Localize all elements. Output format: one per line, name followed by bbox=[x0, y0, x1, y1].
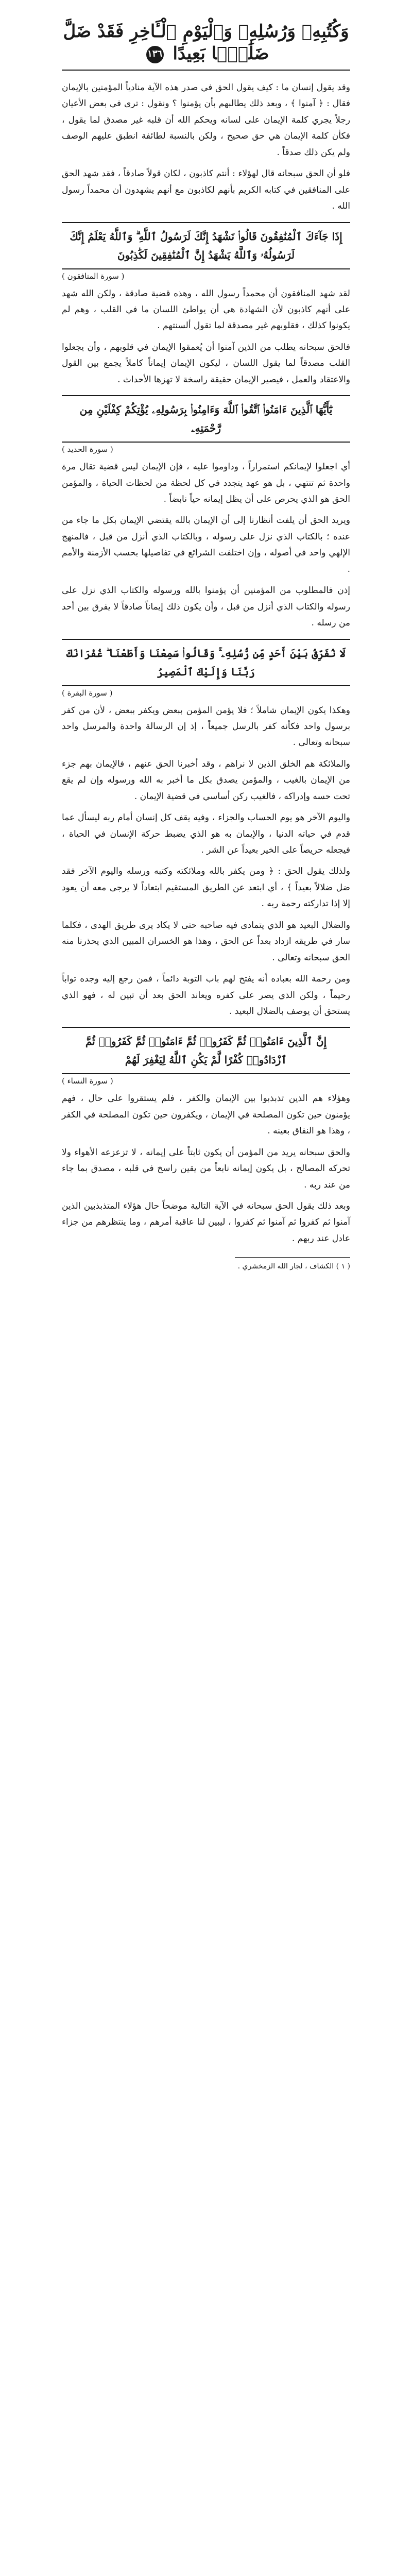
paragraph: فالحق سبحانه يطلب من الذين آمنوا أن يُعمقوا الإيمان في قلوبهم ، وأن يجعلوا القلب مصدقاً لما يقول اللسان ، ليكون الإيمان إيماناً كاملاً يجمع بين القول والاعتقاد والعمل ، فيصير الإيمان حقيقة راسخة لا تهزها الأحداث . bbox=[62, 342, 350, 385]
paragraph: ويريد الحق أن يلفت أنظارنا إلى أن الإيمان بالله يقتضي الإيمان بكل ما جاء من عنده ؛ بالكتاب الذي نزل على رسوله ، وبالكتاب الذي أنزل من قبل ، فالمنهج الإلهي واحد في أصوله ، وإن اختلفت الشرائع في تفاصيلها بحسب الأزمنة والأمم . bbox=[62, 515, 350, 574]
quran-quote: يَٰٓأَيُّهَا ٱلَّذِينَ ءَامَنُوا۟ ٱتَّقُوا۟ ٱللَّهَ وَءَامِنُوا۟ بِرَسُولِهِۦ يُؤْتِكُمْ كِفْلَيْنِ مِن رَّحْمَتِهِۦ bbox=[62, 395, 350, 443]
header-verse bbox=[62, 21, 350, 64]
quote-reference: ( سورة الحديد ) bbox=[62, 445, 113, 454]
paragraph: واليوم الآخر هو يوم الحساب والجزاء ، وفيه يقف كل إنسان أمام ربه ليسأل عما قدم في حياته الدنيا ، والإيمان به هو الذي يضبط حركة الإنسان في الحياة ، فيجعله حريصاً على الخير بعيداً عن الشر . bbox=[62, 812, 350, 855]
paragraph: ومن رحمة الله بعباده أنه يفتح لهم باب التوبة دائماً ، فمن رجع إليه وجده تواباً رحيماً ، ولكن الذي يصر على كفره ويعاند الحق بعد أن تبين له ، فهو الذي يستحق أن يوصف بالضلال البعيد . bbox=[62, 974, 350, 1016]
paragraph: فلو أن الحق سبحانه قال لهؤلاء : أنتم كاذبون ، لكان قولاً صادقاً ، فقد شهد الحق على المنافقين في كتابه الكريم بأنهم لكاذبون مع أنهم يشهدون أن محمداً رسول الله . bbox=[62, 168, 350, 212]
quran-quote: إِذَا جَآءَكَ ٱلْمُنَٰفِقُونَ قَالُوا۟ نَشْهَدُ إِنَّكَ لَرَسُولُ ٱللَّهِ ۗ وَٱللَّهُ يَعْلَمُ إِنَّكَ لَرَسُولُهُۥ وَٱللَّهُ يَشْهَدُ إِنَّ ٱلْمُنَٰفِقِينَ لَكَٰذِبُونَ bbox=[62, 222, 350, 269]
header-verse-text: وَكُتُبِهِۦ وَرُسُلِهِۦ وَٱلْيَوْمِ ٱلْـَٔاخِرِ فَقَدْ ضَلَّ ضَلَٰلًۢا بَعِيدًا bbox=[63, 21, 349, 64]
quran-quote: إِنَّ ٱلَّذِينَ ءَامَنُوا۟ ثُمَّ كَفَرُوا۟ ثُمَّ ءَامَنُوا۟ ثُمَّ كَفَرُوا۟ ثُمَّ ٱزْدَادُوا۟ كُفْرًا لَّمْ يَكُنِ ٱللَّهُ لِيَغْفِرَ لَهُمْ bbox=[62, 1027, 350, 1074]
paragraph: لقد شهد المنافقون أن محمداً رسول الله ، وهذه قضية صادقة ، ولكن الله شهد على أنهم كاذبون لأن الشهادة هي أن يواطئ اللسان ما في القلب ، وهم لم يكونوا كذلك ، فقلوبهم غير مصدقة لما تقول ألسنتهم . bbox=[62, 288, 350, 331]
quote-reference: ( سورة النساء ) bbox=[62, 1076, 113, 1086]
paragraph: وبعد ذلك يقول الحق سبحانه في الآية التالية موضحاً حال هؤلاء المتذبذبين الذين آمنوا ثم كفروا ثم آمنوا ثم كفروا ، ليبين لنا عاقبة أمرهم ، وما ينتظرهم من جزاء عادل عند ربهم . bbox=[62, 1201, 350, 1244]
footnote-divider bbox=[235, 1257, 350, 1258]
paragraph: وقد يقول إنسان ما : كيف يقول الحق في صدر هذه الآية منادياً المؤمنين بالإيمان فقال : ﴿ آمنوا ﴾ ، وبعد ذلك يطالبهم بأن يؤمنوا ؟ ونقول : ترى في بعض الأعيان رجلاً يجري كلمة الإيمان على لسانه ويحكم الله أن قلبه غير مصدق لما يقول ، فكأن كلمة الإيمان هي حق صحيح ، ولكن بالنسبة لطائفة انطبق عليهم الوصف ولم يكن ذلك صدقاً . bbox=[62, 82, 350, 158]
header-divider bbox=[62, 70, 350, 71]
footnote: ( ١ ) الكشاف ، لجار الله الزمخشري . bbox=[237, 1262, 350, 1271]
paragraph: والحق سبحانه يريد من المؤمن أن يكون ثابتاً على إيمانه ، لا تزعزعه الأهواء ولا تحركه المصالح ، بل يكون إيمانه نابعاً من يقين راسخ في قلبه ، مصدق بما جاء من عند ربه . bbox=[62, 1147, 350, 1190]
paragraph: وهؤلاء هم الذين تذبذبوا بين الإيمان والكفر ، فلم يستقروا على حال ، فهم يؤمنون حين تكون المصلحة في الإيمان ، ويكفرون حين تكون المصلحة في الكفر ، وهذا هو النفاق بعينه . bbox=[62, 1093, 350, 1137]
paragraph: ولذلك يقول الحق : ﴿ ومن يكفر بالله وملائكته وكتبه ورسله واليوم الآخر فقد ضل ضلالاً بعيداً ﴾ ، أي ابتعد عن الطريق المستقيم ابتعاداً لا يرجى معه أن يعود إلا إذا تداركته رحمة ربه . bbox=[62, 866, 350, 909]
quran-quote: لَا نُفَرِّقُ بَيْنَ أَحَدٍ مِّن رُّسُلِهِۦ ۚ وَقَالُوا۟ سَمِعْنَا وَأَطَعْنَا ۖ غُفْرَانَكَ رَبَّنَا وَإِلَيْكَ ٱلْمَصِيرُ bbox=[62, 639, 350, 686]
paragraph: إذن فالمطلوب من المؤمنين أن يؤمنوا بالله ورسوله والكتاب الذي نزل على رسوله والكتاب الذي أنزل من قبل ، وأن يكون ذلك إيماناً صادقاً لا يفرق بين أحد من رسله . bbox=[62, 585, 350, 629]
verse-number-badge: ١٣٦ bbox=[146, 46, 164, 63]
quote-reference: ( سورة المنافقون ) bbox=[62, 271, 125, 281]
page-header bbox=[62, 21, 350, 71]
paragraph: وهكذا يكون الإيمان شاملاً ؛ فلا يؤمن المؤمن ببعض ويكفر ببعض ، لأن من كفر برسول واحد فكأنه كفر بالرسل جميعاً ، إذ إن الرسالة واحدة والمرسل واحد سبحانه وتعالى . bbox=[62, 705, 350, 748]
paragraph: والضلال البعيد هو الذي يتمادى فيه صاحبه حتى لا يكاد يرى طريق الهدى ، فكلما سار في طريقه ازداد بعداً عن الحق ، وهذا هو الخسران المبين الذي يحذرنا منه الحق سبحانه وتعالى . bbox=[62, 920, 350, 963]
quote-reference: ( سورة البقرة ) bbox=[62, 688, 113, 698]
paragraph: أي اجعلوا لإيمانكم استمراراً ، وداوموا عليه ، فإن الإيمان ليس قضية تقال مرة واحدة ثم تنتهي ، بل هو عهد يتجدد في كل لحظة من لحظات الحياة ، والمؤمن الحق هو الذي يحرص على أن يظل إيمانه حياً نابضاً . bbox=[62, 462, 350, 504]
paragraph: والملائكة هم الخلق الذين لا نراهم ، وقد أخبرنا الحق عنهم ، فالإيمان بهم جزء من الإيمان بالغيب ، والمؤمن يصدق بكل ما أخبر به الله ورسوله وإن لم يقع تحت حسه وإدراكه ، فالغيب ركن أساسي في قضية الإيمان . bbox=[62, 758, 350, 802]
